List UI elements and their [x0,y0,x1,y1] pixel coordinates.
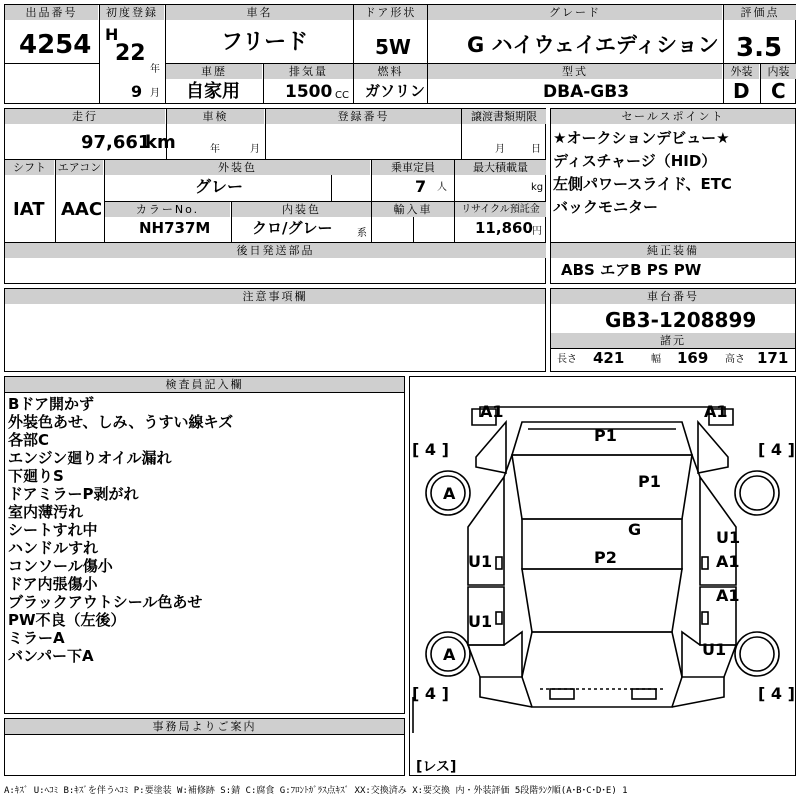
width-value: 169 [677,349,709,367]
int-color-value: クロ/グレー [252,219,333,237]
sales-point-box [550,108,796,284]
mark-right-rear-quarter: U1 [702,640,727,659]
score-value: 3.5 [736,33,783,63]
height-value: 171 [757,349,789,367]
inspector-note-line: エンジン廻りオイル漏れ [8,449,172,467]
inspector-note-line: 下廻りS [8,467,64,485]
mark-windshield: P1 [638,472,661,491]
kei-unit: 系 [357,228,367,239]
inspector-note-line: 室内薄汚れ [8,503,84,521]
tire-fr: [ 4 ] [758,440,795,459]
inspector-notes-label: 検査員記入欄 [5,377,404,392]
color-no-value: NH737M [139,219,211,237]
height-label: 高さ [725,354,745,365]
color-no-label: カラーNo. [105,202,230,217]
car-body-diagram [410,377,795,775]
history-label: 車歴 [166,64,262,79]
fuel-value: ガソリン [365,82,426,100]
insp-year-unit: 年 [210,144,220,155]
displacement-value: 1500 [285,82,333,102]
max-load-label: 最大積載量 [455,160,546,175]
cc-unit: CC [335,90,349,101]
inspector-note-line: コンソール傷小 [8,557,113,575]
door-value: 5W [375,35,411,59]
exterior-grade-value: D [733,79,750,103]
capacity-label: 乗車定員 [372,160,454,175]
month-unit: 月 [150,88,160,99]
yen-unit: 円 [532,226,542,237]
length-value: 421 [593,349,625,367]
width-label: 幅 [651,354,661,365]
int-color-label: 内装色 [232,202,371,217]
mileage-value: 97,661 [81,132,151,153]
car-name-label: 車名 [166,5,353,20]
era-value: H [105,25,119,44]
insp-month-unit: 月 [250,144,260,155]
lot-no-label: 出品番号 [5,5,98,20]
first-reg-label: 初度登録 [100,5,164,20]
sales-point-line: 左側パワースライド、ETC [553,175,732,193]
year-value: 22 [115,41,146,66]
car-diagram [409,376,796,776]
recycle-label: リサイクル預託金 [455,202,546,217]
interior-grade-value: C [771,79,786,103]
length-label: 長さ [557,354,577,365]
legend-footer: A:ｷｽﾞ U:ﾍｺﾐ B:ｷｽﾞを伴うﾍｺﾐ P:要塗装 W:補修跡 S:錆 C:腐食 G:ﾌﾛﾝﾄｶﾞﾗｽ点ｷｽﾞ XX:交換済み X:要交換 内・外装評価 5段階ﾗﾝｸ順(A･B･C･D･E) 1 [4,786,628,796]
mark-roof: G [628,520,642,539]
recycle-value: 11,860 [475,219,533,237]
inspector-note-line: 外装色あせ、しみ、うすい線キズ [8,413,234,431]
inspector-note-line: Bドア開かず [8,395,94,413]
mark-hood: P1 [594,426,617,445]
mark-wheel-rl: A [443,645,456,664]
history-value: 自家用 [186,81,240,102]
exterior-label: 外装 [724,64,759,79]
sales-point-label: セールスポイント [551,109,795,124]
capacity-value: 7 [415,177,427,196]
ext-color-value: グレー [195,177,244,196]
spare-tire: [レス] [416,759,457,775]
header-table [4,4,796,104]
inspector-note-line: ドアミラーP剥がれ [8,485,139,503]
mark-right-mid: A1 [716,552,740,571]
person-unit: 人 [437,182,447,193]
mark-wheel-fl: A [443,484,456,503]
equipment-label: 純正装備 [551,243,795,258]
fuel-label: 燃料 [354,64,427,79]
mark-right-front-door: U1 [716,528,741,547]
mark-right-rear-door: A1 [716,586,740,605]
sales-point-line: ディスチャージ（HID） [553,152,717,170]
tire-fl: [ 4 ] [412,440,449,459]
inspector-note-line: ハンドルすれ [8,539,99,557]
chassis-label: 車台番号 [551,289,795,304]
office-notes-box [4,718,405,776]
month-value: 9 [131,82,143,101]
chassis-value: GB3-1208899 [605,308,757,332]
mark-front-left: A1 [480,402,504,421]
grade-label: グレード [428,5,722,20]
year-unit: 年 [150,64,160,75]
model-type-label: 型式 [428,64,722,79]
displacement-label: 排気量 [264,64,353,79]
mark-left-front-door: U1 [468,552,493,571]
kg-unit: kg [531,182,544,193]
door-label: ドア形状 [354,5,427,20]
inspector-notes-box [4,376,405,714]
transfer-label: 譲渡書類期限 [462,109,546,124]
grade-value: G ハイウェイエディション [467,33,719,57]
office-notes-label: 事務局よりご案内 [5,719,404,734]
km-unit: km [145,132,176,153]
chassis-box [550,288,796,372]
aircon-value: AAC [61,199,103,220]
detail-table [4,108,546,284]
specs-label: 諸元 [551,333,795,348]
inspector-note-line: PW不良（左後） [8,611,126,629]
shift-value: IAT [13,199,45,220]
caution-box [4,288,546,372]
shift-label: シフト [5,160,54,175]
score-label: 評価点 [724,5,796,20]
interior-label: 内装 [761,64,796,79]
sales-point-line: バックモニター [553,198,659,216]
later-parts-label: 後日発送部品 [5,243,546,258]
aircon-label: エアコン [57,161,102,174]
equipment-value: ABS エアB PS PW [561,261,702,279]
mark-front-right: A1 [704,402,728,421]
mileage-label: 走行 [5,109,165,124]
inspector-note-line: 各部C [8,431,50,449]
inspection-label: 車検 [167,109,264,124]
transfer-month-unit: 月 [495,144,505,155]
car-name-value: フリード [221,30,309,55]
tire-rr: [ 4 ] [758,684,795,703]
transfer-day-unit: 日 [531,144,541,155]
mark-cabin: P2 [594,548,617,567]
inspector-note-line: ブラックアウトシール色あせ [8,593,203,611]
sales-point-line: ★オークションデビュー★ [553,129,730,147]
tire-rl: [ 4 ] [412,684,449,703]
inspector-note-line: ドア内張傷小 [8,575,98,593]
inspector-note-line: ミラーA [8,629,65,647]
ext-color-label: 外装色 [105,160,370,175]
mark-left-rear-door: U1 [468,612,493,631]
caution-label: 注意事項欄 [5,289,545,304]
registration-label: 登録番号 [266,109,461,124]
inspector-note-line: シートすれ中 [8,521,98,539]
import-label: 輸入車 [372,202,454,217]
model-type-value: DBA-GB3 [543,82,630,102]
inspector-note-line: バンパー下A [8,647,94,665]
lot-no-value: 4254 [19,30,92,60]
